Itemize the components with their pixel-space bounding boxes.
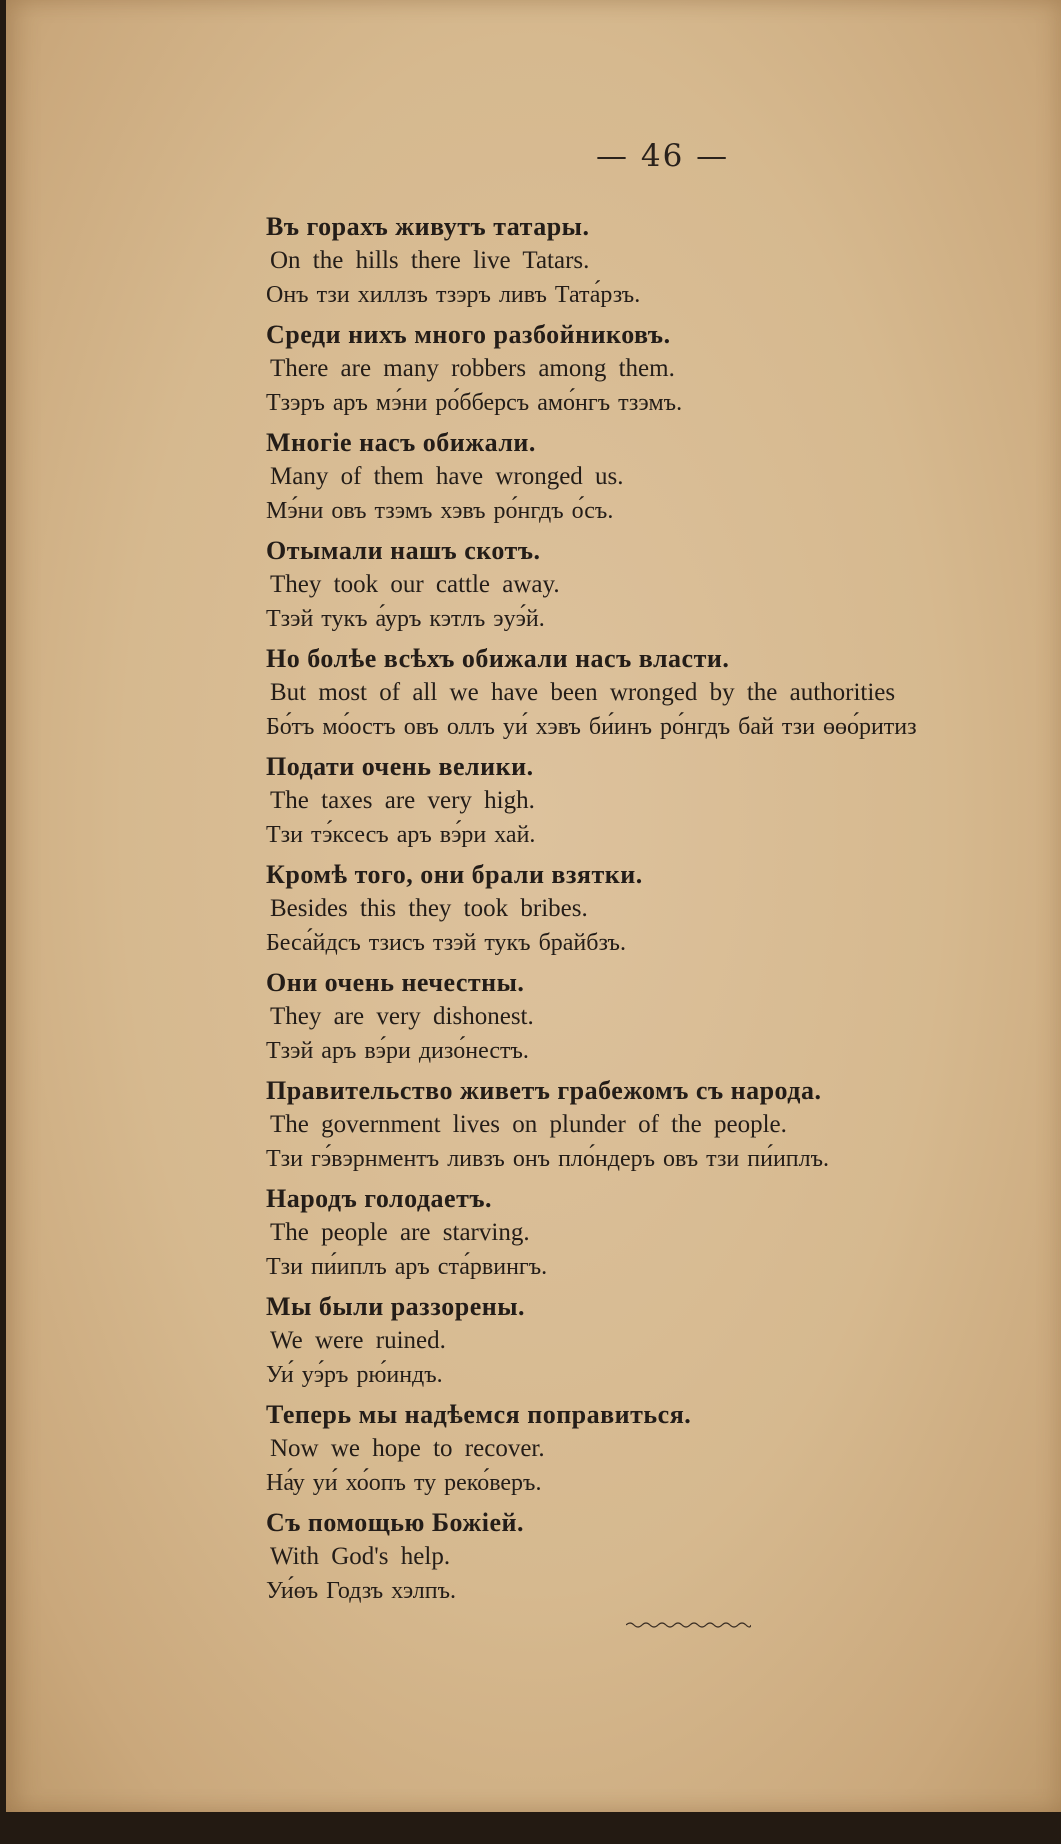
russian-phrase: Кромѣ того, они брали взятки.	[266, 860, 643, 889]
pronunciation-transcription: Бо́тъ мо́остъ овъ оллъ уи́ хэвъ би́инъ ро́нгдъ бай тзи өөо́ритиз	[266, 714, 917, 740]
russian-phrase: Отымали нашъ скотъ.	[266, 536, 541, 565]
english-translation: Many of them have wronged us.	[270, 463, 624, 490]
english-translation: The government lives on plunder of the people.	[270, 1111, 787, 1138]
russian-phrase: Многіе насъ обижали.	[266, 428, 536, 457]
english-translation: There are many robbers among them.	[270, 355, 675, 382]
pronunciation-transcription: Тзэй тукъ а́уръ кэтлъ эуэ́й.	[266, 606, 545, 632]
english-translation: They took our cattle away.	[270, 571, 560, 598]
phrase-entry	[266, 966, 1056, 1074]
english-translation: The taxes are very high.	[270, 787, 535, 814]
phrase-entry	[266, 210, 1056, 318]
russian-phrase: Среди нихъ много разбойниковъ.	[266, 320, 671, 349]
pronunciation-transcription: Тзэй аръ вэ́ри дизо́нестъ.	[266, 1038, 529, 1064]
russian-phrase: Но болѣе всѣхъ обижали насъ власти.	[266, 644, 730, 673]
phrase-entry	[266, 642, 1056, 750]
pronunciation-transcription: Беса́йдсъ тзисъ тзэй тукъ брайбзъ.	[266, 930, 626, 956]
pronunciation-transcription: Уи́өъ Годзъ хэлпъ.	[266, 1578, 456, 1604]
pronunciation-transcription: Уи́ уэ́ръ рю́индъ.	[266, 1362, 443, 1388]
english-translation: On the hills there live Tatars.	[270, 247, 590, 274]
pronunciation-transcription: Тзэръ аръ мэ́ни ро́бберсъ амо́нгъ тзэмъ.	[266, 390, 683, 416]
russian-phrase: Они очень нечестны.	[266, 968, 525, 997]
russian-phrase: Подати очень велики.	[266, 752, 534, 781]
phrase-entry	[266, 534, 1056, 642]
english-translation: They are very dishonest.	[270, 1003, 534, 1030]
pronunciation-transcription: Мэ́ни овъ тзэмъ хэвъ ро́нгдъ о́съ.	[266, 498, 614, 524]
russian-phrase: Мы были раззорены.	[266, 1292, 526, 1321]
russian-phrase: Теперь мы надѣемся поправиться.	[266, 1400, 692, 1429]
english-translation: But most of all we have been wronged by the authorities	[270, 679, 896, 706]
russian-phrase: Народъ голодаетъ.	[266, 1184, 493, 1213]
phrase-entry	[266, 858, 1056, 966]
phrase-entry	[266, 426, 1056, 534]
russian-phrase: Съ помощью Божіей.	[266, 1508, 524, 1537]
pronunciation-transcription: Тзи тэ́ксесъ аръ вэ́ри хай.	[266, 822, 536, 848]
pronunciation-transcription: Онъ тзи хиллзъ тзэръ ливъ Тата́рзъ.	[266, 282, 641, 308]
english-translation: With God's help.	[270, 1543, 451, 1570]
english-translation: Now we hope to recover.	[270, 1435, 545, 1462]
russian-phrase: Правительство живетъ грабежомъ съ народа.	[266, 1076, 822, 1105]
english-translation: Besides this they took bribes.	[270, 895, 588, 922]
pronunciation-transcription: Тзи гэ́вэрнментъ ливзъ онъ пло́ндеръ овъ тзи пи́иплъ.	[266, 1146, 830, 1172]
english-translation: We were ruined.	[270, 1327, 446, 1354]
page-number: — 46 —	[596, 138, 730, 174]
phrase-entry	[266, 318, 1056, 426]
wavy-line-ornament	[626, 1620, 751, 1630]
phrase-entry	[266, 1398, 1056, 1506]
phrase-entry	[266, 1290, 1056, 1398]
pronunciation-transcription: Тзи пи́иплъ аръ ста́рвингъ.	[266, 1254, 548, 1280]
phrase-list	[266, 210, 1056, 1614]
phrase-entry	[266, 1506, 1056, 1614]
phrase-entry	[266, 1182, 1056, 1290]
phrase-entry	[266, 1074, 1056, 1182]
russian-phrase: Въ горахъ живутъ татары.	[266, 212, 590, 241]
english-translation: The people are starving.	[270, 1219, 530, 1246]
book-page	[6, 0, 1061, 1812]
phrase-entry	[266, 750, 1056, 858]
pronunciation-transcription: На́у уи́ хо́опъ ту реко́веръ.	[266, 1470, 542, 1496]
